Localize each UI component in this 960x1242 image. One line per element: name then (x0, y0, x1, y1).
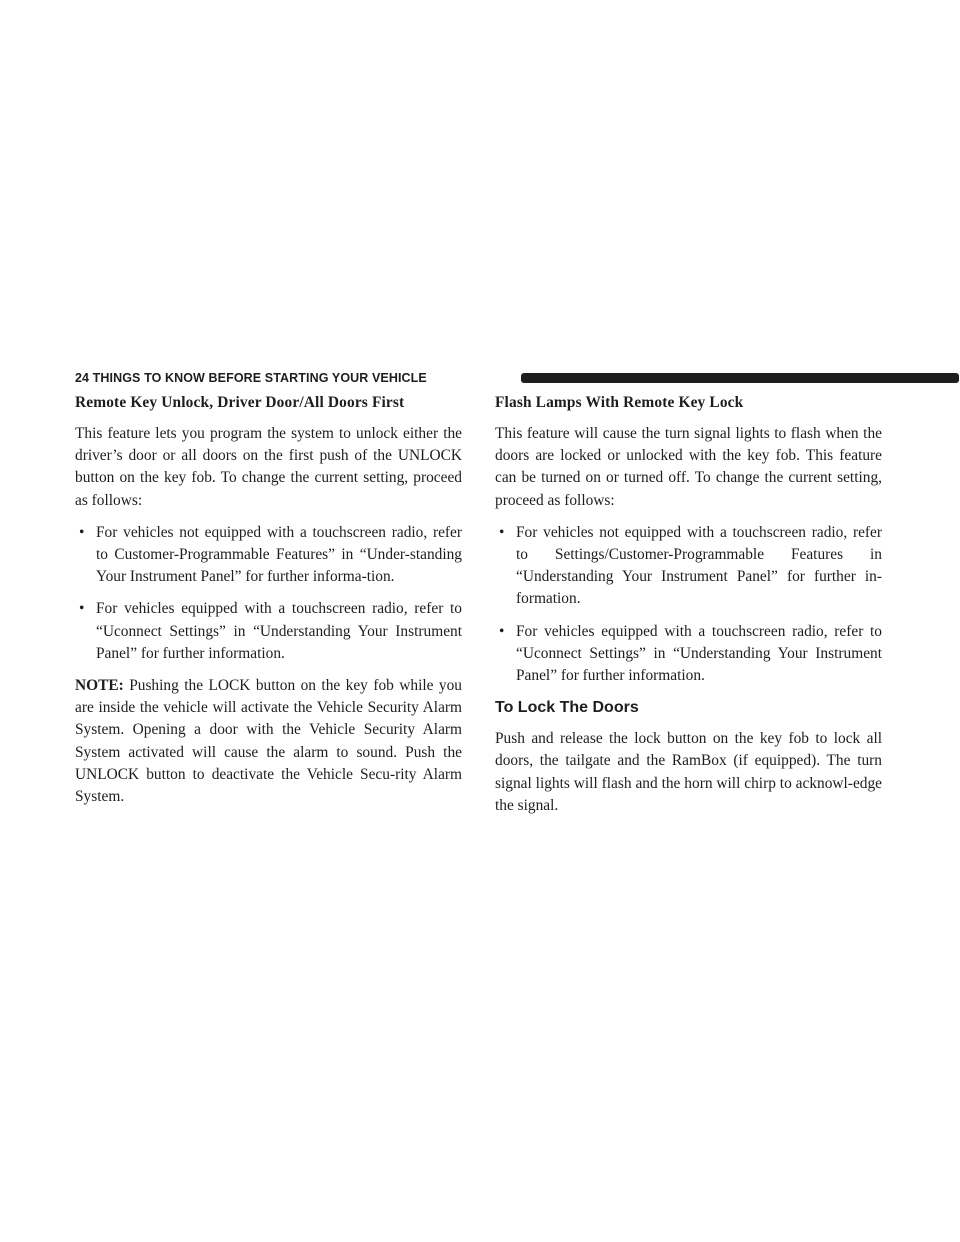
list-item (75, 522, 462, 589)
note-text: Pushing the LOCK button on the key fob while you are inside the vehicle will activate the Vehicle Security Alarm System. Opening a door with the Vehicle Security Alarm System activated will cause the alarm to sound. Push the UNLOCK button to deactivate the Vehicle Secu-rity Alarm System. (75, 677, 462, 806)
bullet-icon: • (499, 523, 505, 541)
bullet-icon: • (79, 523, 85, 541)
intro-paragraph: This feature lets you program the system to unlock either the driver’s door or all doors on the first push of the UNLOCK button on the key fob. To change the current setting, proceed as follows: (75, 425, 462, 509)
header-rule (521, 373, 959, 383)
list-item-text: For vehicles equipped with a touchscreen radio, refer to “Uconnect Settings” in “Understanding Your Instrument Panel” for further information. (96, 600, 462, 662)
left-column (75, 392, 462, 808)
section-heading-flash-lamps: Flash Lamps With Remote Key Lock (495, 394, 744, 411)
list-item (495, 621, 882, 688)
bullet-icon: • (499, 622, 505, 640)
subheading-lock-doors: To Lock The Doors (495, 699, 639, 717)
section-heading-remote-key-unlock: Remote Key Unlock, Driver Door/All Doors First (75, 394, 405, 411)
list-item-text: For vehicles not equipped with a touchscreen radio, refer to Settings/Customer-Programmable Features in “Understanding Your Instrument Panel” for further in-formation. (516, 523, 882, 608)
note-paragraph (75, 675, 462, 808)
list-item (75, 598, 462, 665)
right-column (495, 392, 882, 817)
list-item (495, 522, 882, 611)
bullet-icon: • (79, 600, 85, 618)
list-item-text: For vehicles equipped with a touchscreen radio, refer to “Uconnect Settings” in “Understanding Your Instrument Panel” for further information. (516, 622, 882, 685)
body-paragraph: Push and release the lock button on the key fob to lock all doors, the tailgate and the RamBox (if equipped). The turn signal lights will flash and the horn will chirp to acknowl-edge the signal. (495, 730, 882, 814)
list-item-text: For vehicles not equipped with a touchscreen radio, refer to Customer-Programmable Features” in “Under-standing Your Instrument Panel” for further informa-tion. (96, 523, 462, 586)
intro-paragraph: This feature will cause the turn signal lights to flash when the doors are locked or unlocked with the key fob. This feature can be turned on or turned off. To change the current setting, proceed as follows: (495, 425, 882, 509)
note-label: NOTE: (75, 677, 124, 695)
page-header-title: 24 THINGS TO KNOW BEFORE STARTING YOUR VEHICLE (75, 371, 427, 385)
page-header (75, 370, 885, 386)
